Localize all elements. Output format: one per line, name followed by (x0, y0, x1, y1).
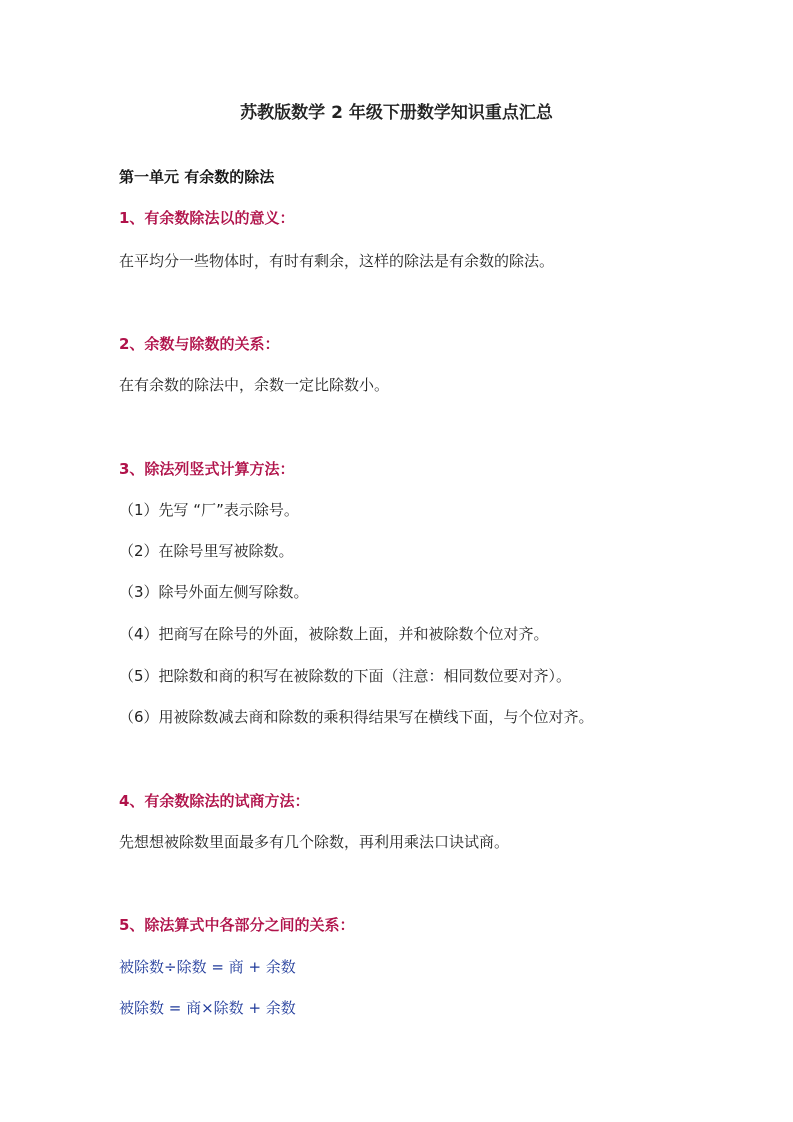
formula-2: 被除数 = 商×除数 + 余数 (119, 999, 296, 1017)
section-1-body: 在平均分一些物体时，有时有剩余，这样的除法是有余数的除法。 (119, 252, 555, 270)
section-3-heading: 3、除法列竖式计算方法： (119, 460, 295, 478)
unit-heading: 第一单元 有余数的除法 (119, 168, 275, 186)
section-2-body: 在有余数的除法中，余数一定比除数小。 (119, 376, 390, 394)
section-3-step-5: （5）把除数和商的积写在被除数的下面（注意：相同数位要对齐）。 (119, 667, 572, 685)
section-3-step-4: （4）把商写在除号的外面，被除数上面，并和被除数个位对齐。 (119, 625, 549, 643)
section-1-heading: 1、有余数除法以的意义： (119, 209, 295, 227)
section-2-heading: 2、余数与除数的关系： (119, 335, 280, 353)
section-3-step-2: （2）在除号里写被除数。 (119, 542, 294, 560)
section-5-heading: 5、除法算式中各部分之间的关系： (119, 916, 355, 934)
section-3-step-3: （3）除号外面左侧写除数。 (119, 583, 309, 601)
formula-1: 被除数÷除数 = 商 + 余数 (119, 958, 296, 976)
section-4-heading: 4、有余数除法的试商方法： (119, 792, 310, 810)
section-3-step-6: （6）用被除数减去商和除数的乘积得结果写在横线下面，与个位对齐。 (119, 708, 594, 726)
page-title: 苏教版数学 2 年级下册数学知识重点汇总 (240, 103, 553, 123)
section-3-step-1: （1）先写 “厂”表示除号。 (119, 501, 299, 519)
section-4-body: 先想想被除数里面最多有几个除数，再利用乘法口诀试商。 (119, 833, 510, 851)
